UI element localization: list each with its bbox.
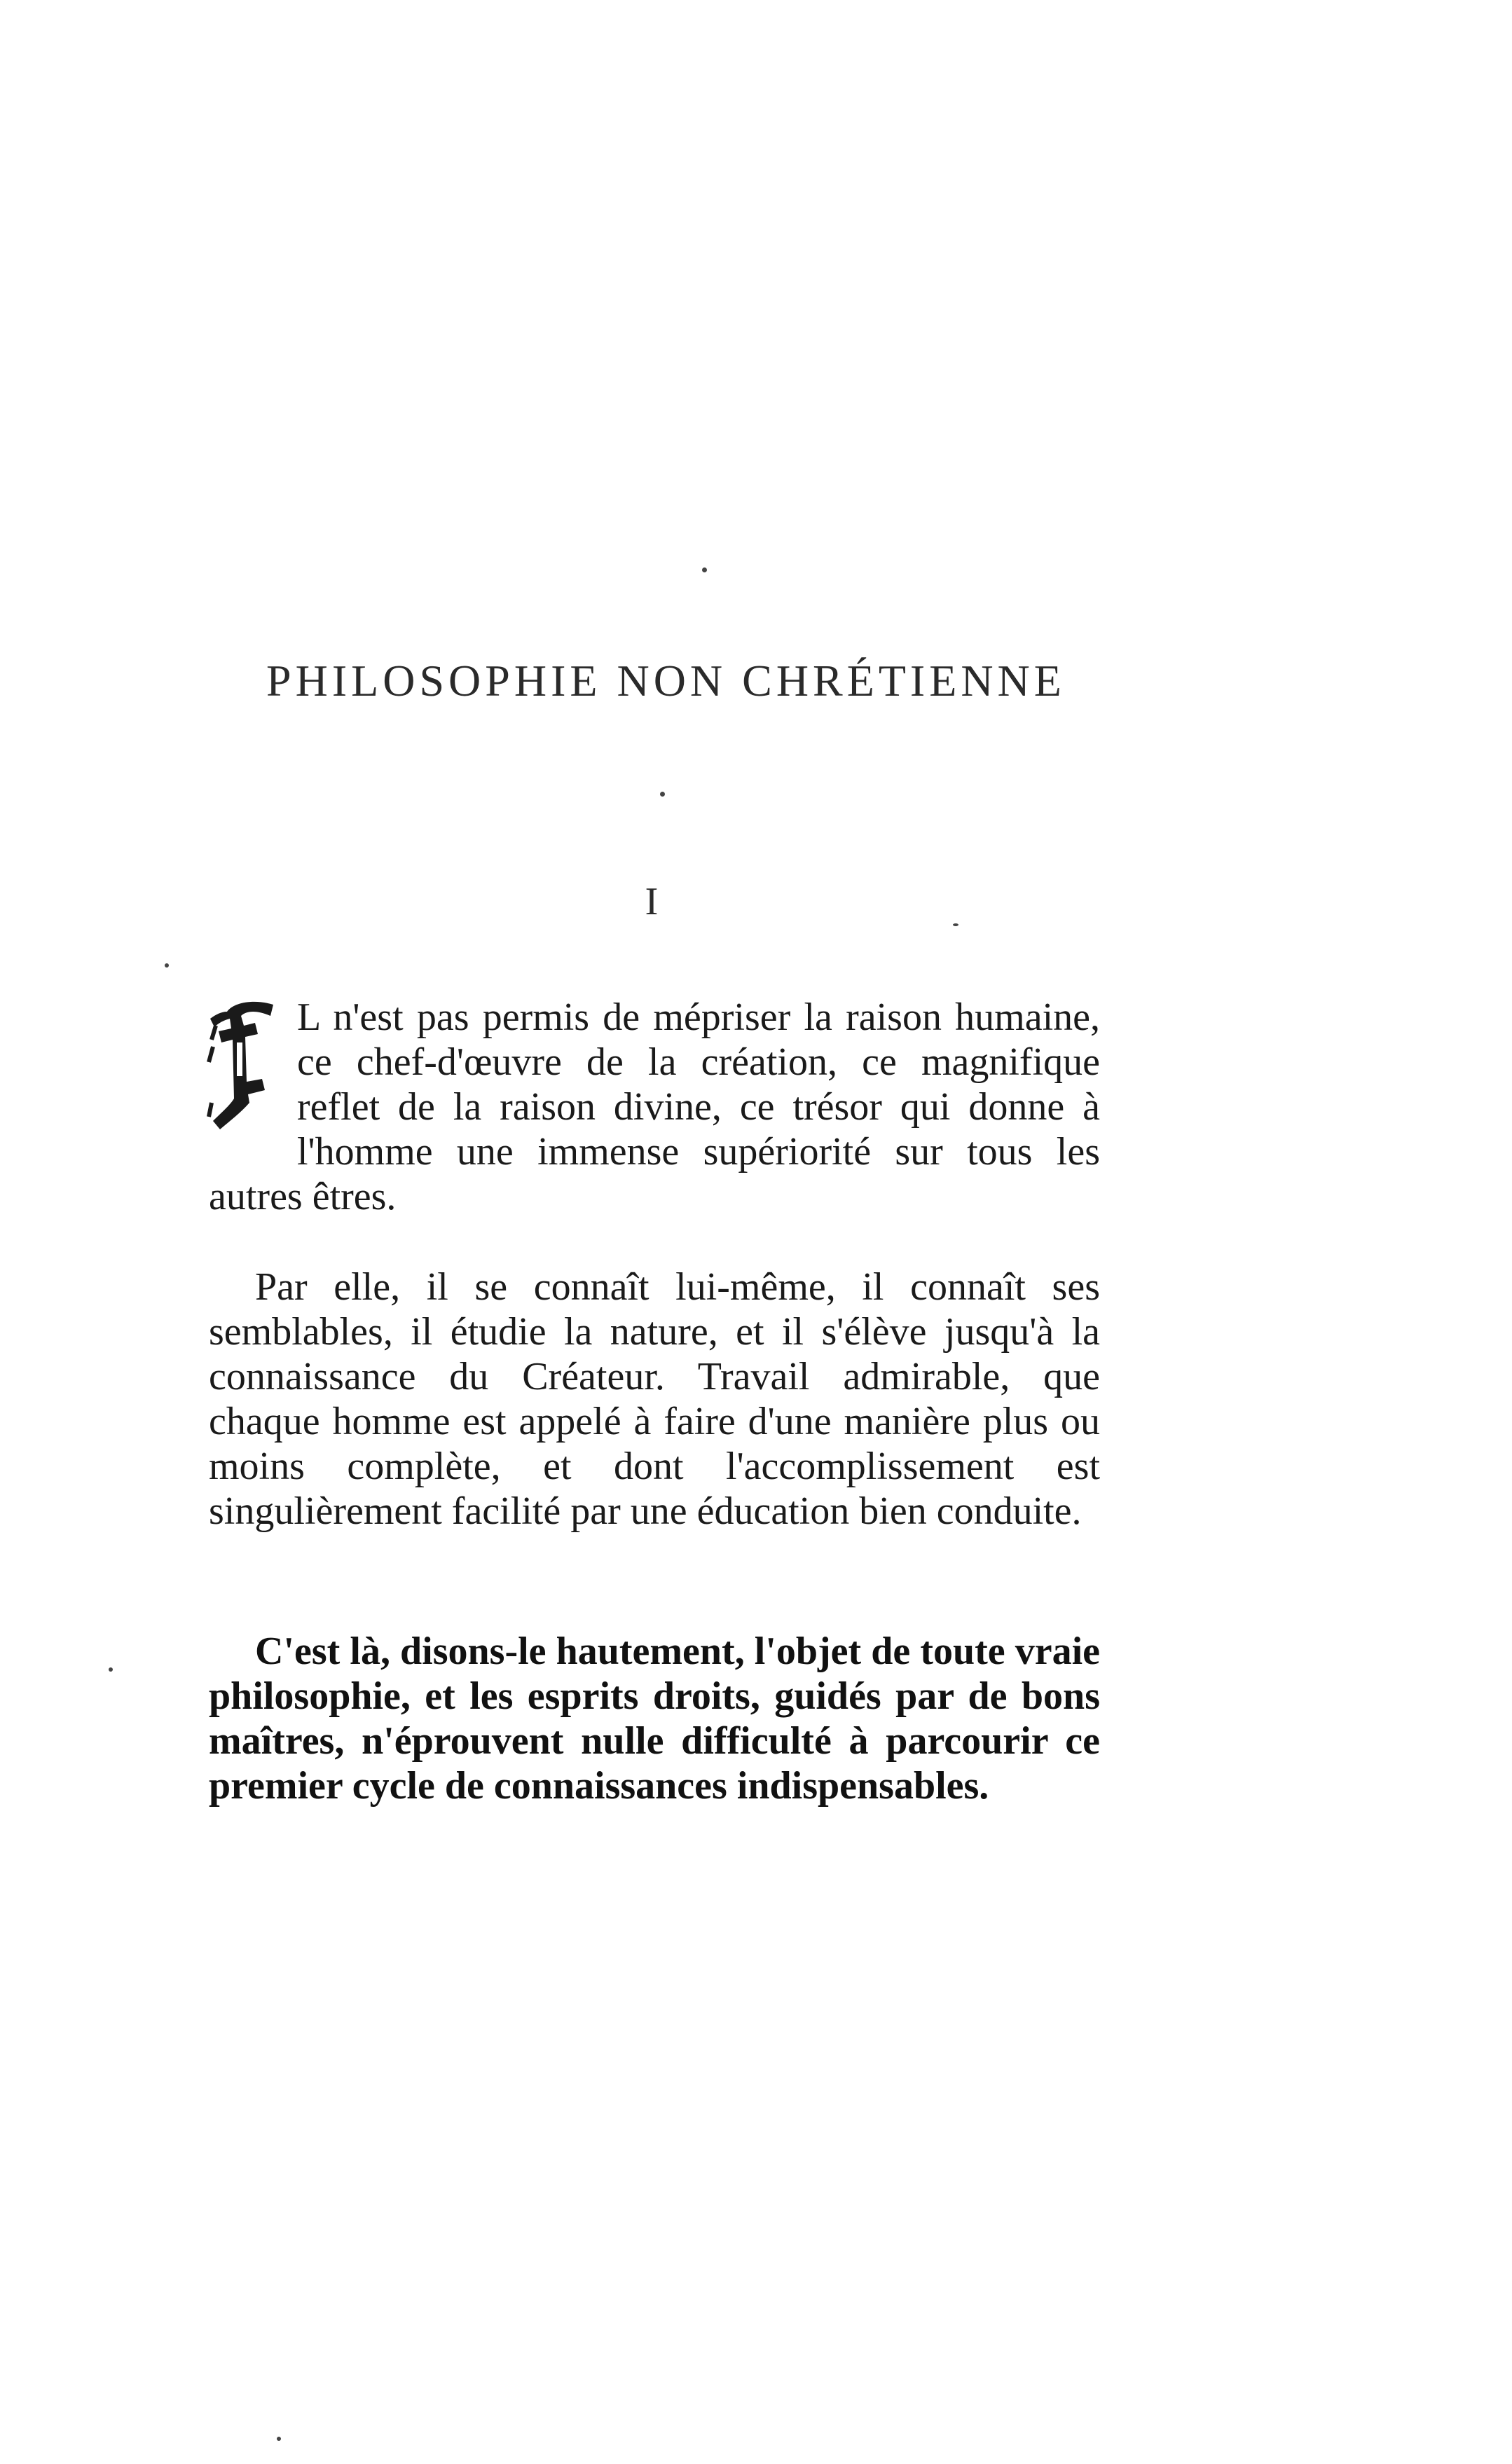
scan-speck xyxy=(953,923,958,926)
paragraph-1 xyxy=(209,995,1100,1219)
page-title: PHILOSOPHIE NON CHRÉTIENNE xyxy=(266,656,1066,706)
ornamental-dropcap-icon xyxy=(206,998,284,1135)
scan-speck xyxy=(702,567,707,572)
paragraph-3-text: C'est là, disons-le hautement, l'objet de toute vraie philosophie, et les esprits droits, guidés par de bons maîtres, n'éprouvent nulle difficulté à parcourir ce premier cycle de connaissances indispensables. xyxy=(209,1630,1100,1808)
paragraph-2-text: Par elle, il se connaît lui-même, il connaît ses semblables, il étudie la nature, et il s'élève jusqu'à la connaissance du Créateur. Travail admirable, que chaque homme est appelé à faire d'une manière plus ou moins complète, et dont l'accomplissement est singulièrement facilité par une éducation bien conduite. xyxy=(209,1265,1100,1533)
paragraph-3 xyxy=(209,1629,1100,1808)
section-number: I xyxy=(645,880,659,923)
scan-speck xyxy=(660,792,665,797)
scan-speck xyxy=(165,963,169,968)
scan-speck xyxy=(277,2437,281,2441)
scan-speck xyxy=(109,1667,113,1672)
paragraph-1-text: L n'est pas permis de mépriser la raison humaine, ce chef-d'œuvre de la création, ce magnifique reflet de la raison divine, ce trésor qui donne à l'homme une immense supériorité sur tous les autres êtres. xyxy=(209,996,1100,1218)
paragraph-2 xyxy=(209,1265,1100,1534)
